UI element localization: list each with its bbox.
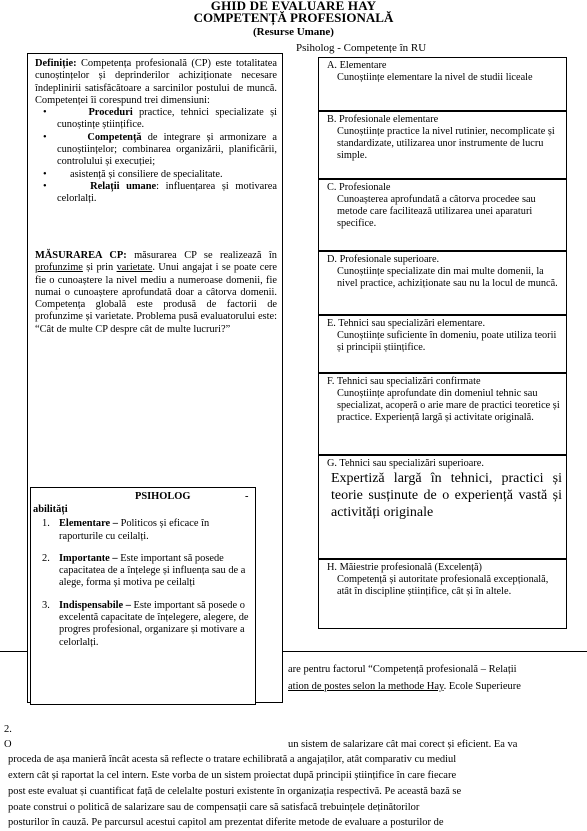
level-title: C. Profesionale — [327, 182, 391, 193]
paragraph-line-1: proceda de așa manieră încât acesta să reflecte o tratare echilibrată a angajaților, atât comparativ cu mediul — [8, 754, 457, 765]
item-text: Este important să posede o excelentă capacitate de înțelegere, alegere, de progres profesional, organizare și motivare a celorlalți. — [59, 599, 249, 648]
list-item-text: practice, tehnici specializate și cunoștințe științifice. — [57, 107, 277, 131]
dimensions-list — [35, 107, 277, 205]
list-item-text: de integrare și armonizare a cunoștiințelor; combinarea organizării, planificării, controlului și execuției; — [57, 131, 277, 168]
paragraph-line-0: un sistem de salarizare cât mai corect și eficient. Ea va — [288, 739, 518, 750]
item-number: 2. — [42, 552, 50, 564]
paragraph-line-4: poate construi o politică de salarizare sau de compensații care să satisfacă trebuințele deținătorilor — [8, 802, 420, 813]
list-item — [57, 169, 277, 181]
footnote-line-2 — [288, 679, 521, 695]
level-desc: Cunoașterea aprofundată a câtorva procedee sau metode care facilitează utilizarea unei aparaturi specifice. — [337, 194, 536, 229]
level-d — [319, 251, 567, 315]
footnote-ref-tail: . Ecole Superieure — [443, 681, 521, 692]
measurement-body: . Unui angajat i se poate cere fie o cunoaștere la nivel mediu a numeroase domenii, fie numai o cunoaștere aprofundată doar a câtorva domenii. Competența globală este produsă de factorii de profunzime și varietate. Problema pusă evaluatorului este: “Cât de multe CP despre cât de multe lucruri?” — [35, 262, 277, 335]
level-e — [319, 315, 567, 373]
footnote-ref: ation de postes selon la methode Hay — [288, 681, 444, 692]
level-desc: Cunoștiințe elementare la nivel de studii liceale — [337, 72, 533, 83]
item-text: Politicos și eficace în raporturile cu ceilalți. — [59, 518, 210, 542]
level-title: H. Măiestrie profesională (Excelență) — [327, 562, 482, 573]
measurement-body: măsurarea CP se realizează în — [126, 250, 277, 261]
list-item-bold: Proceduri — [88, 107, 133, 119]
measurement-label: MĂSURAREA CP: — [35, 250, 127, 261]
level-title: A. Elementare — [327, 60, 387, 71]
item-bold: Elementare – — [59, 518, 118, 530]
definition-label: Definiție: — [35, 58, 77, 69]
level-title: B. Profesionale elementare — [327, 114, 439, 125]
item-number: 1. — [42, 518, 50, 530]
level-g — [319, 455, 567, 559]
item-bold: Importante – — [59, 552, 118, 564]
item-number: 3. — [42, 599, 50, 611]
list-item — [31, 553, 255, 590]
doc-title: GHID DE EVALUARE HAY — [210, 0, 377, 13]
psiholog-title: PSIHOLOG — [135, 491, 191, 502]
definition-text — [28, 58, 284, 206]
psiholog-abilities-box — [30, 487, 256, 705]
measurement-depth: profunzime — [35, 262, 83, 274]
abilities-list — [31, 518, 255, 649]
definition-body: Competența profesională (CP) este totalitatea cunoștințelor și deprinderilor achiziționate necesare îndeplinirii satisfăcătoare a sarcinilor postului de muncă. Competenței îi corespund trei dimensiuni: — [35, 58, 277, 106]
measurement-body: și prin — [82, 262, 117, 274]
measurement-variety: varietate — [116, 262, 153, 274]
paragraph-line-3: post este evaluat și cuantificat față de celelalte posturi existente în organizația respectivă. Pe această bază se — [8, 786, 462, 797]
level-desc: Competență și autoritate profesională excepțională, atât în discipline științifice, cât și în altele. — [337, 574, 549, 597]
doc-subtitle: COMPETENȚĂ PROFESIONALĂ — [193, 10, 394, 25]
list-item — [57, 107, 277, 132]
paragraph-initial: O — [4, 739, 12, 750]
item-text: Este important să posede capacitatea de a înțelege și influența sau de a alege, forma și motiva pe ceilalți — [59, 552, 246, 589]
psiholog-subtitle: abilități — [33, 504, 68, 515]
list-item — [57, 132, 277, 169]
item-bold: Indispensabile – — [59, 599, 131, 611]
list-item-bold: Relații umane — [90, 180, 157, 192]
level-f — [319, 373, 567, 455]
level-b — [319, 111, 567, 179]
section-number: 2. — [4, 724, 12, 735]
list-item — [31, 600, 255, 649]
level-h — [319, 559, 567, 629]
level-c — [319, 179, 567, 251]
level-desc: Expertiză largă în tehnici, practici și teorie susținute de o experiență vastă și activități originale — [331, 471, 562, 520]
right-column-label: Psiholog - Competențe în RU — [296, 42, 427, 54]
paragraph-line-2: extern cât și raportat la cel intern. Este vorba de un sistem proiectat după principii științifice în care fiecare — [8, 770, 457, 781]
paragraph-line-5: posturilor în cauză. Pe parcursul acestui capitol am prezentat diferite metode de evaluare a posturilor de — [8, 817, 444, 828]
list-item-text: asistență și consiliere de specialitate. — [70, 168, 223, 180]
level-title: G. Tehnici sau specializări superioare. — [327, 458, 484, 469]
psiholog-dash: - — [245, 491, 249, 502]
level-desc: Cunoștiințe aprofundate din domeniul tehnic sau specializat, acoperă o arie mare de practici teoretice și practice. Experiență largă și activitate originală. — [337, 388, 560, 423]
list-item — [57, 181, 277, 206]
level-a — [319, 57, 567, 111]
doc-section: (Resurse Umane) — [253, 26, 334, 38]
list-item-text: : influențarea și motivarea celorlalți. — [57, 180, 277, 205]
footnote-line-1: are pentru factorul “Competență profesională – Relații — [288, 664, 517, 675]
list-item-bold: Competență — [87, 131, 142, 143]
level-title: E. Tehnici sau specializări elementare. — [327, 318, 486, 329]
level-desc: Cunoștiințe specializate din mai multe domenii, la nivel practice, achiziționate sau nu la locul de muncă. — [337, 266, 558, 289]
level-desc: Cunoștiințe suficiente în domeniu, poate utiliza teorii și principii științifice. — [337, 330, 557, 353]
psiholog-heading — [31, 491, 255, 504]
level-title: D. Profesionale superioare. — [327, 254, 440, 265]
list-item — [31, 518, 255, 543]
measurement-text — [28, 250, 284, 336]
level-desc: Cunoștiințe practice la nivel rutinier, necomplicate și standardizate, utilizarea unor instrumente de lucru simple. — [337, 126, 555, 161]
level-title: F. Tehnici sau specializări confirmate — [327, 376, 481, 387]
